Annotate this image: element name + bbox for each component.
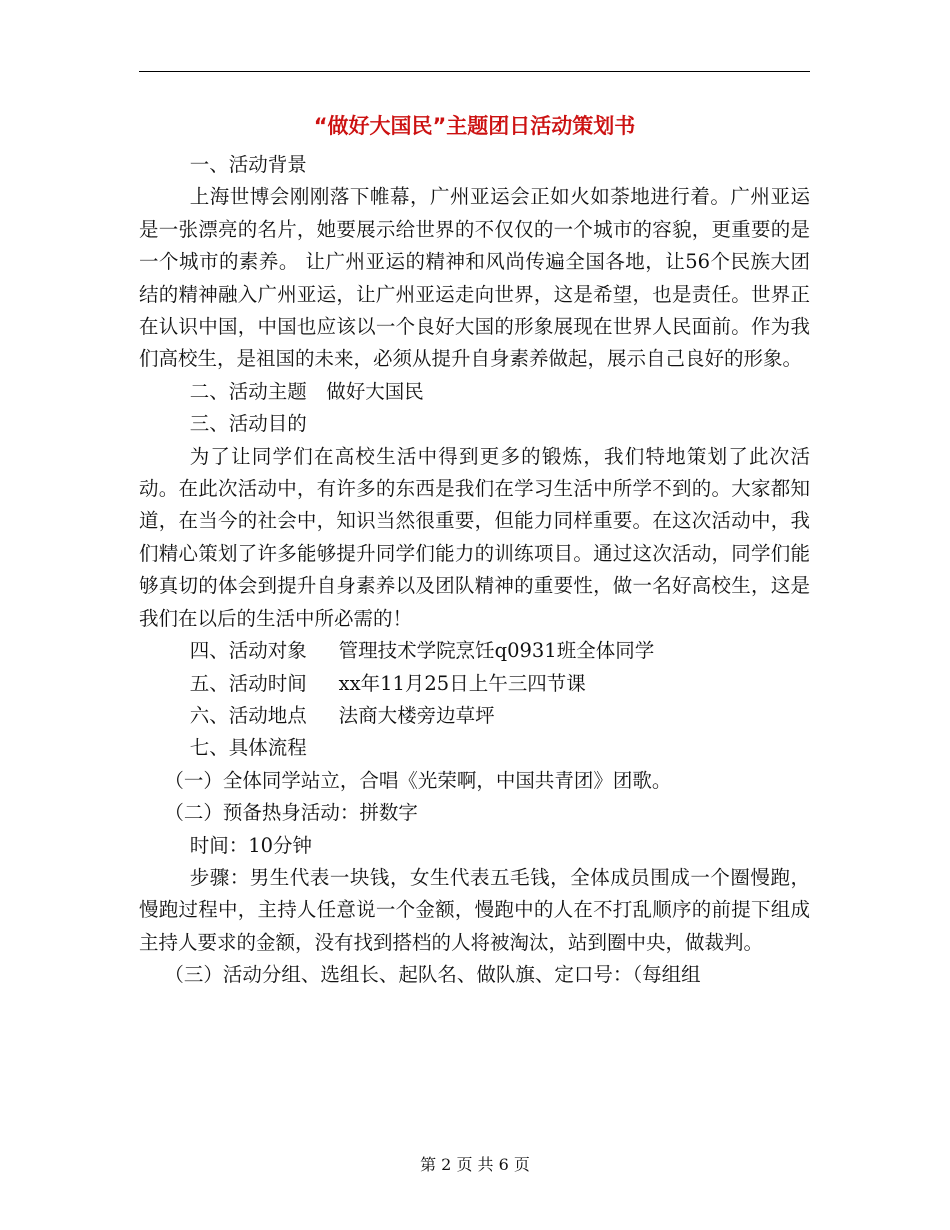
section-background-heading: 一、活动背景 — [189, 153, 307, 176]
section-time-line: 五、活动时间 xx年11月25日上午三四节课 — [189, 671, 586, 695]
section-purpose-body: 为了让同学们在高校生活中得到更多的锻炼，我们特地策划了此次活动。在此次活动中，有许多的东西是我们在学习生活中所学不到的。大家都知道，在当今的社会中，知识当然很重要，但能力同样重要。在这次活动中，我们精心策划了许多能够提升同学们能力的训练项目。通过这次活动，同学们能够真切的体会到提升自身素养以及团队精神的重要性，做一名好高校生，这是我们在以后的生活中所必需的！ — [139, 444, 810, 630]
process-step-2-time: 时间：10分钟 — [189, 833, 313, 857]
process-step-2: （二）预备热身活动：拼数字 — [164, 801, 418, 825]
section-background-body: 上海世博会刚刚落下帷幕，广州亚运会正如火如荼地进行着。广州亚运是一张漂亮的名片，她要展示给世界的不仅仅的一个城市的容貌，更重要的是一个城市的素养。 让广州亚运的精神和风尚传遍全国各地，让56个民族大团结的精神融入广州亚运，让广州亚运走向世界，这是希望，也是责任。世界正在认识中国，中国也应该以一个良好大国的形象展现在世界人民面前。作为我们高校生，是祖国的未来，必须从提升自身素养做起，展示自己良好的形象。 — [139, 185, 810, 371]
page-footer: 第 2 页 共 6 页 — [420, 1155, 530, 1174]
process-step-3: （三）活动分组、选组长、起队名、做队旗、定口号：（每组组 — [164, 963, 701, 987]
section-process-heading: 七、具体流程 — [189, 736, 307, 760]
process-step-2-steps: 步骤：男生代表一块钱，女生代表五毛钱，全体成员围成一个圈慢跑，慢跑过程中，主持人任意说一个金额，慢跑中的人在不打乱顺序的前提下组成主持人要求的金额，没有找到搭档的人将被淘汰，站到圈中央，做裁判。 — [139, 865, 810, 954]
document-title: “做好大国民”主题团日活动策划书 — [313, 114, 636, 138]
section-place-line: 六、活动地点 法商大楼旁边草坪 — [189, 703, 495, 727]
process-step-1: （一）全体同学站立，合唱《光荣啊，中国共青团》团歌。 — [164, 768, 672, 792]
section-purpose-heading: 三、活动目的 — [189, 412, 307, 436]
header-rule — [139, 71, 810, 72]
section-theme-line: 二、活动主题 做好大国民 — [189, 379, 424, 403]
document-body — [139, 149, 810, 992]
section-target-line: 四、活动对象 管理技术学院烹饪q0931班全体同学 — [189, 639, 655, 663]
